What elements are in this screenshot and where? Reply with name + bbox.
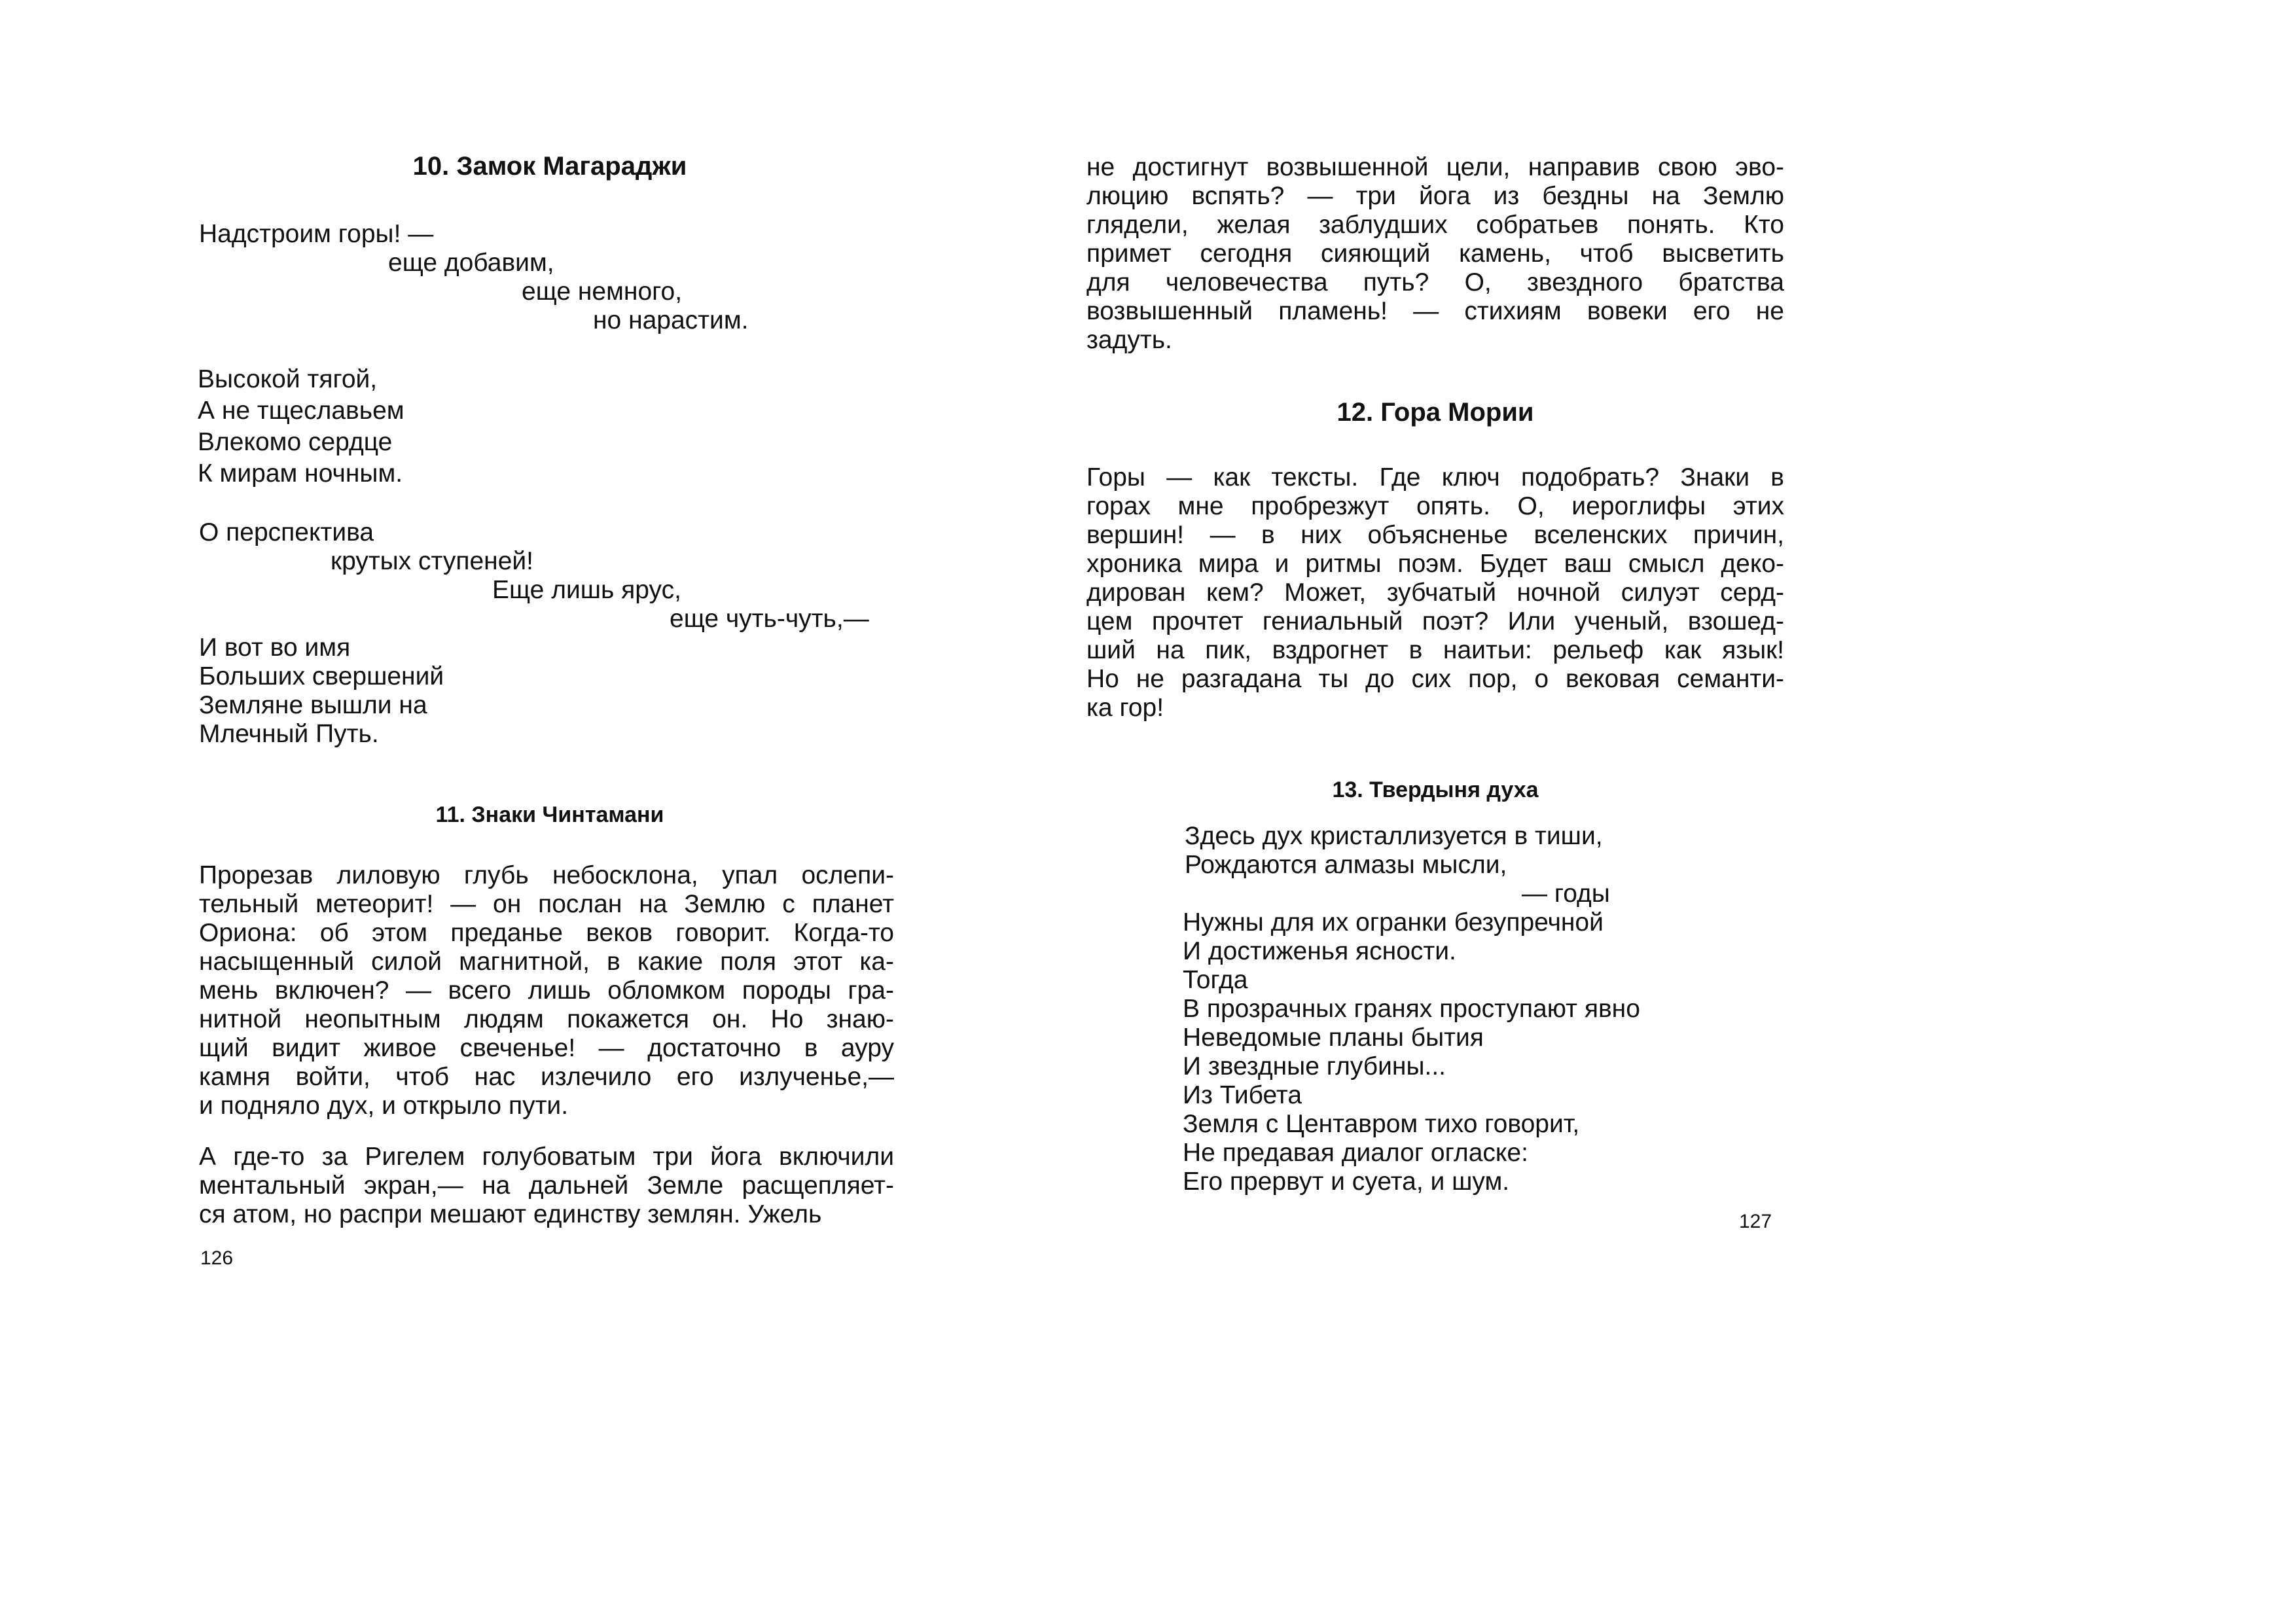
section-12-paragraph: [1086, 463, 1784, 722]
section-11-title: 11. Знаки Чинтамани: [435, 802, 664, 827]
text-line: вершин! — в них объясненье вселенских причин,: [1086, 521, 1784, 549]
text-line: тельный метеорит! — он послан на Землю с планет: [199, 890, 894, 918]
verse-line: К мирам ночным.: [198, 459, 403, 488]
text-line: глядели, желая заблудших собратьев понять. Кто: [1086, 211, 1784, 239]
verse-line: Еще лишь ярус,: [492, 576, 681, 604]
section-11-paragraph-2: [199, 1143, 894, 1229]
text-line: задуть.: [1086, 326, 1172, 354]
text-line: ка гор!: [1086, 694, 1164, 722]
text-line: ся атом, но распри мешают единству землян. Ужель: [199, 1200, 822, 1228]
section-11-paragraph-1: [199, 861, 894, 1120]
section-12-title: 12. Гора Мории: [1336, 398, 1534, 427]
text-line: не достигнут возвышенной цели, направив свою эво-: [1086, 153, 1784, 181]
verse-line: Не предавая диалог огласке:: [1183, 1139, 1528, 1167]
text-line: Но не разгадана ты до сих пор, о вековая семанти-: [1086, 665, 1784, 693]
verse-line: — годы: [1522, 880, 1610, 908]
text-line: Горы — как тексты. Где ключ подобрать? Знаки в: [1086, 463, 1784, 491]
text-line: люцию вспять? — три йога из бездны на Землю: [1086, 182, 1784, 210]
verse-line: Земляне вышли на: [199, 691, 427, 719]
section-13-title: 13. Твердыня духа: [1332, 777, 1539, 802]
verse-line: И вот во имя: [199, 633, 351, 662]
verse-line: О перспектива: [199, 518, 374, 546]
text-line: и подняло дух, и открыло пути.: [199, 1092, 569, 1120]
text-line: цем прочтет гениальный поэт? Или ученый, взошед-: [1086, 607, 1784, 635]
verse-line: И звездные глубины...: [1183, 1052, 1446, 1080]
page-number-right: 127: [1739, 1211, 1772, 1232]
verse-line: Влекомо сердце: [198, 428, 393, 456]
text-line: ментальный экран,— на дальней Земле расщепляет-: [199, 1171, 894, 1200]
text-line: ший на пик, вздрогнет в наитьи: рельеф как язык!: [1086, 636, 1784, 664]
text-line: Ориона: об этом преданье веков говорит. Когда-то: [199, 919, 894, 947]
section-10-title: 10. Замок Магараджи: [412, 152, 687, 181]
page-number-left: 126: [200, 1247, 234, 1269]
verse-line: И достиженья ясности.: [1183, 937, 1456, 965]
verse-line: Земля с Центавром тихо говорит,: [1183, 1110, 1580, 1138]
verse-line: еще чуть-чуть,—: [670, 605, 869, 633]
verse-line: Нужны для их огранки безупречной: [1183, 908, 1604, 936]
text-line: Прорезав лиловую глубь небосклона, упал ослепи-: [199, 861, 894, 889]
text-line: насыщенный силой магнитной, в какие поля этот ка-: [199, 948, 894, 976]
verse-line: но нарастим.: [593, 306, 749, 334]
text-line: хроника мира и ритмы поэм. Будет ваш смысл деко-: [1086, 550, 1784, 578]
verse-line: еще немного,: [522, 277, 683, 306]
text-line: для человечества путь? О, звездного братства: [1086, 268, 1784, 296]
text-line: мень включен? — всего лишь обломком породы гра-: [199, 976, 894, 1005]
verse-line: крутых ступеней!: [331, 547, 534, 575]
verse-line: Неведомые планы бытия: [1183, 1024, 1484, 1052]
verse-line: В прозрачных гранях проступают явно: [1183, 995, 1640, 1023]
text-line: А где-то за Ригелем голубоватым три йога включили: [199, 1143, 894, 1171]
verse-line: А не тщеславьем: [198, 397, 404, 425]
verse-line: Высокой тягой,: [198, 365, 378, 393]
text-line: возвышенный пламень! — стихиям вовеки его не: [1086, 297, 1784, 325]
right-page: [1086, 0, 2296, 1623]
text-line: нитной неопытным людям покажется он. Но знаю-: [199, 1005, 894, 1033]
verse-line: еще добавим,: [388, 249, 554, 277]
continued-paragraph: [1086, 153, 1784, 355]
verse-line: Млечный Путь.: [199, 720, 379, 748]
verse-line: Надстроим горы! —: [199, 220, 434, 248]
text-line: горах мне пробрезжут опять. О, иероглифы этих: [1086, 492, 1784, 520]
verse-line: Здесь дух кристаллизуется в тиши,: [1185, 822, 1603, 850]
verse-line: Из Тибета: [1183, 1081, 1302, 1109]
verse-line: Больших свершений: [199, 662, 444, 690]
verse-line: Рождаются алмазы мысли,: [1185, 851, 1507, 879]
text-line: камня войти, чтоб нас излечило его излученье,—: [199, 1063, 894, 1091]
text-line: дирован кем? Может, зубчатый ночной силуэт серд-: [1086, 579, 1784, 607]
text-line: щий видит живое свеченье! — достаточно в ауру: [199, 1034, 894, 1062]
text-line: примет сегодня сияющий камень, чтоб высветить: [1086, 240, 1784, 268]
verse-line: Его прервут и суета, и шум.: [1183, 1168, 1510, 1196]
verse-line: Тогда: [1183, 966, 1248, 994]
